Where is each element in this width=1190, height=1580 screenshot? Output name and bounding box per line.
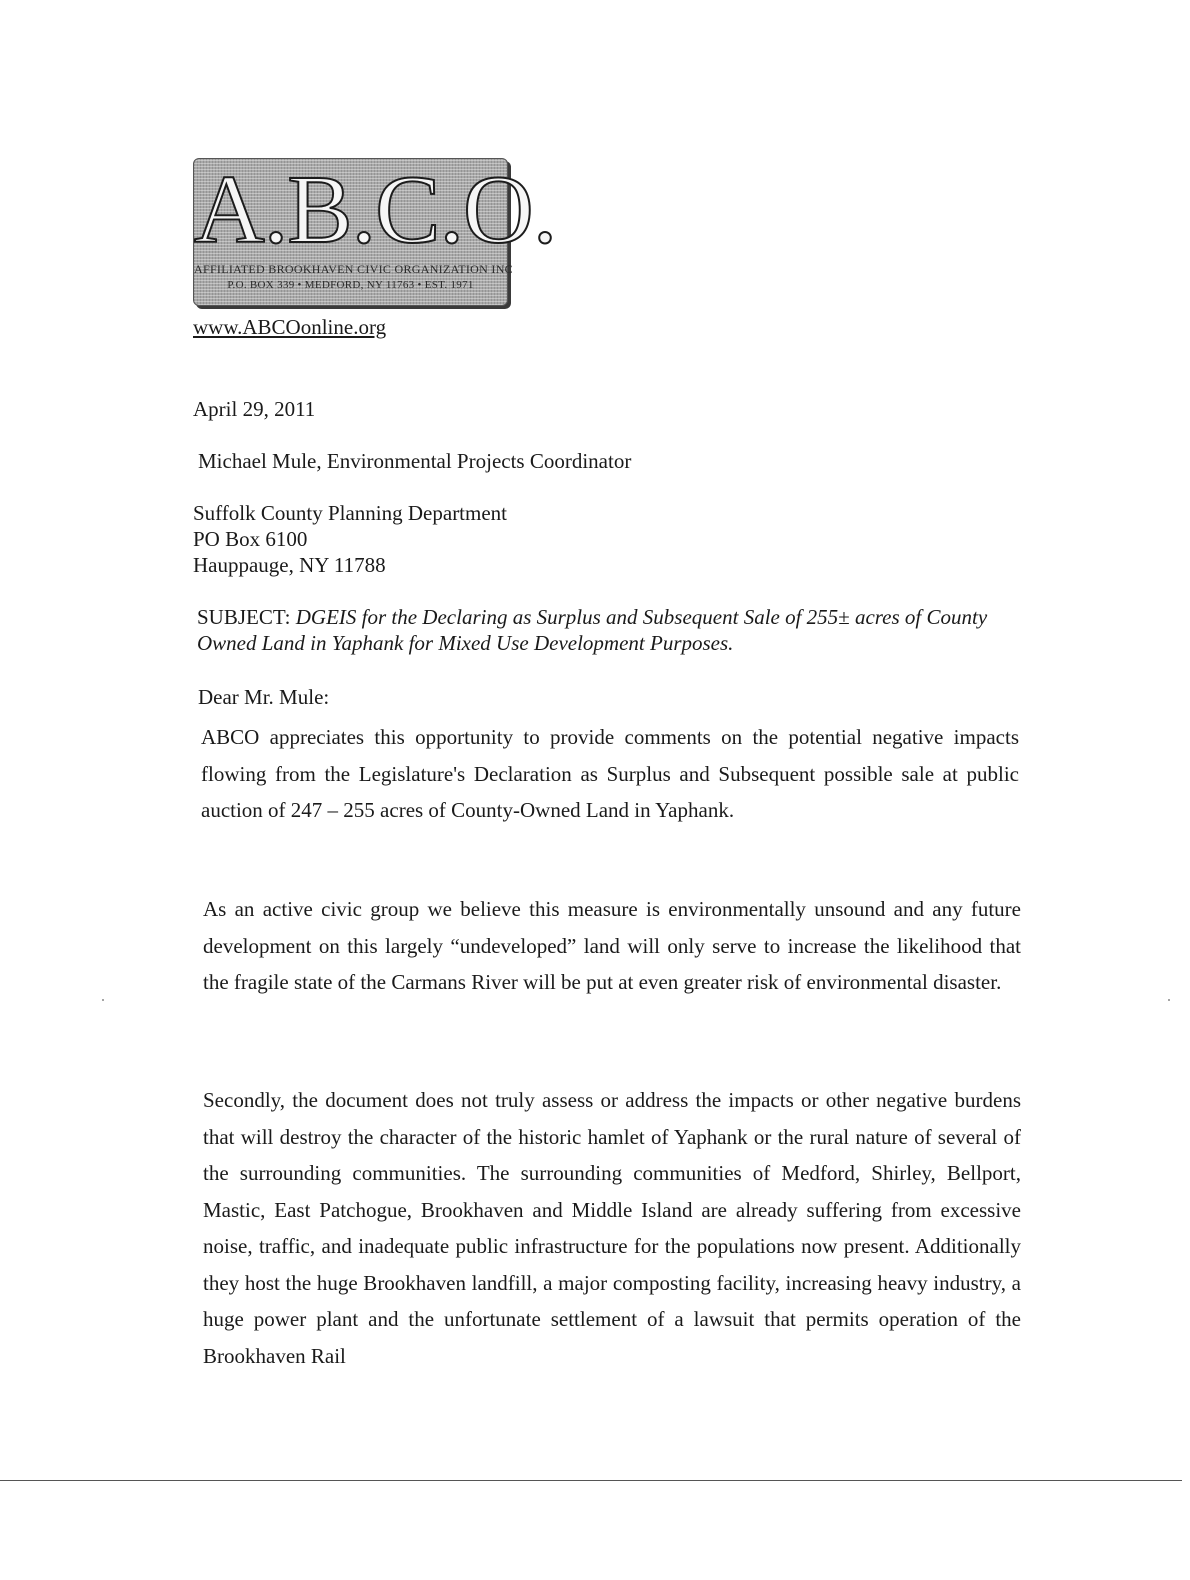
salutation: Dear Mr. Mule: [198,685,330,709]
letter-date: April 29, 2011 [193,397,316,421]
subject-label: SUBJECT: [197,605,296,629]
scan-speck [1168,999,1170,1001]
address-line-1: Suffolk County Planning Department [193,501,508,525]
page-bottom-rule [0,1480,1182,1481]
recipient-address [193,500,507,578]
logo-letters: A.B.C.O. [194,156,557,264]
subject-text: DGEIS for the Declaring as Surplus and Subsequent Sale of 255± acres of County Owned Land in Yaphank for Mixed Use Development Purposes. [197,605,988,655]
logo-address: P.O. BOX 339 • MEDFORD, NY 11763 • EST. 1971 [227,279,474,291]
subject-line [197,604,1027,656]
address-line-2: PO Box 6100 [193,527,308,551]
website-link[interactable]: www.ABCOonline.org [193,315,387,339]
logo-organization-name: AFFILIATED BROOKHAVEN CIVIC ORGANIZATION INC [194,262,513,276]
address-line-3: Hauppauge, NY 11788 [193,553,386,577]
paragraph-3: Secondly, the document does not truly assess or address the impacts or other negative burdens that will destroy the character of the historic hamlet of Yaphank or the rural nature of several of the surrounding communities. The surrounding communities of Medford, Shirley, Bellport, Mastic, East Patchogue, Brookhaven and Middle Island are already suffering from excessive noise, traffic, and inadequate public infrastructure for the populations now present. Additionally they host the huge Brookhaven landfill, a major composting facility, increasing heavy industry, a huge power plant and the unfortunate settlement of a lawsuit that permits operation of the Brookhaven Rail [203,1088,1021,1368]
abco-logo [193,156,557,306]
paragraph-1: ABCO appreciates this opportunity to provide comments on the potential negative impacts flowing from the Legislature's Declaration as Surplus and Subsequent possible sale at public auction of 247 – 255 acres of County-Owned Land in Yaphank. [201,725,1019,822]
scan-speck [102,999,104,1001]
recipient-line: Michael Mule, Environmental Projects Coordinator [198,449,632,473]
paragraph-2: As an active civic group we believe this measure is environmentally unsound and any future development on this largely “undeveloped” land will only serve to increase the likelihood that the fragile state of the Carmans River will be put at even greater risk of environmental disaster. [203,897,1021,994]
